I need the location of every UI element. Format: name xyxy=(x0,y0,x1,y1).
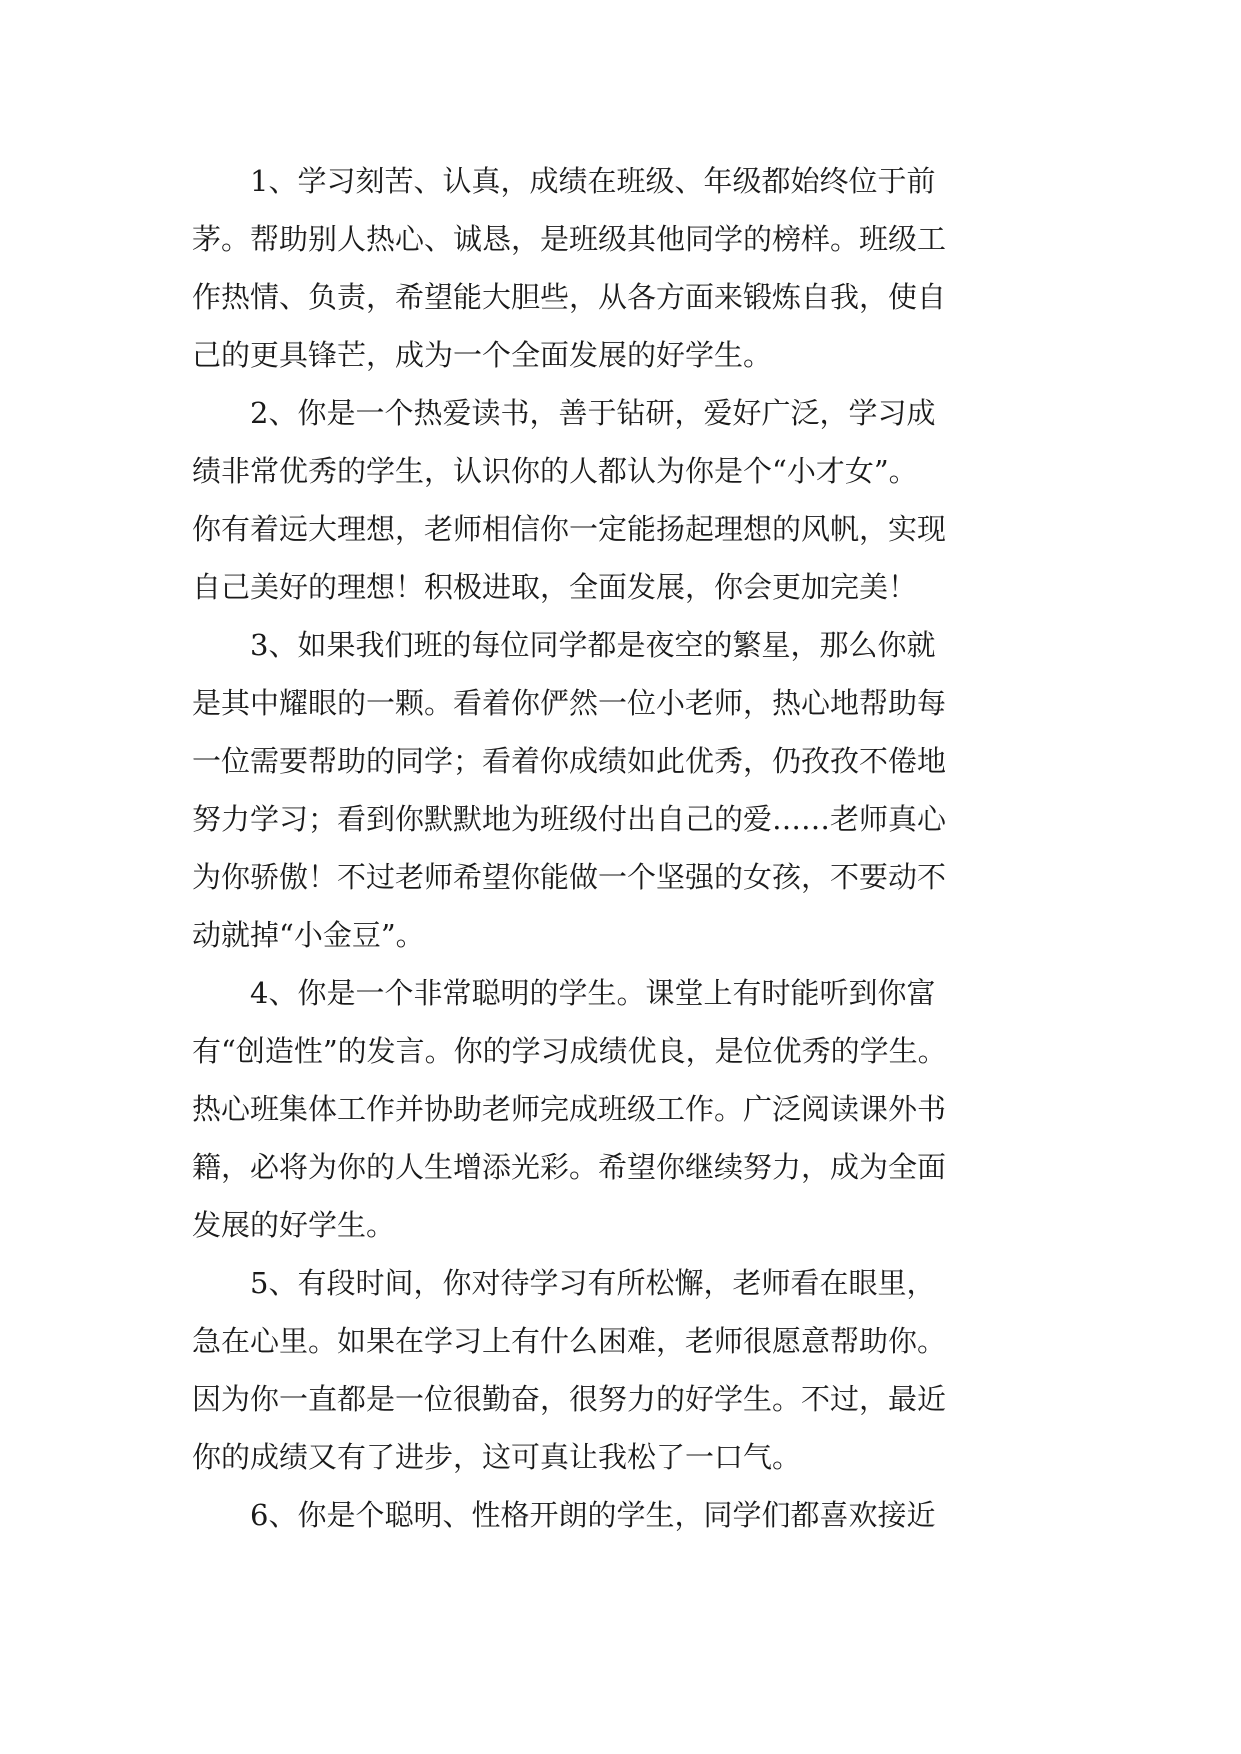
paragraph-line: 为你骄傲！不过老师希望你能做一个坚强的女孩，不要动不 xyxy=(192,860,947,894)
paragraph-line: 发展的好学生。 xyxy=(192,1208,396,1242)
paragraph-line: 3、如果我们班的每位同学都是夜空的繁星，那么你就 xyxy=(250,628,936,662)
paragraph-line: 是其中耀眼的一颗。看着你俨然一位小老师，热心地帮助每 xyxy=(192,686,947,720)
paragraph-line: 4、你是一个非常聪明的学生。课堂上有时能听到你富 xyxy=(250,976,936,1010)
paragraph-line: 一位需要帮助的同学；看着你成绩如此优秀，仍孜孜不倦地 xyxy=(192,744,947,778)
paragraph-line: 有“创造性”的发言。你的学习成绩优良，是位优秀的学生。 xyxy=(192,1034,947,1068)
paragraph-line: 2、你是一个热爱读书，善于钻研，爱好广泛，学习成 xyxy=(250,396,936,430)
paragraph-line: 己的更具锋芒，成为一个全面发展的好学生。 xyxy=(192,338,773,372)
paragraph-line: 动就掉“小金豆”。 xyxy=(192,918,425,952)
paragraph-line: 茅。帮助别人热心、诚恳，是班级其他同学的榜样。班级工 xyxy=(192,222,947,256)
paragraph-line: 你的成绩又有了进步，这可真让我松了一口气。 xyxy=(192,1440,802,1474)
paragraph-line: 1、学习刻苦、认真，成绩在班级、年级都始终位于前 xyxy=(250,164,936,198)
paragraph-6 xyxy=(192,1486,1050,1544)
paragraph-line: 绩非常优秀的学生，认识你的人都认为你是个“小才女”。 xyxy=(192,454,918,488)
paragraph-line: 努力学习；看到你默默地为班级付出自己的爱……老师真心 xyxy=(192,802,947,836)
paragraph-line: 你有着远大理想，老师相信你一定能扬起理想的风帆，实现 xyxy=(192,512,947,546)
paragraph-1 xyxy=(192,152,1050,384)
document-body xyxy=(192,152,1050,1544)
paragraph-line: 急在心里。如果在学习上有什么困难，老师很愿意帮助你。 xyxy=(192,1324,947,1358)
paragraph-line: 作热情、负责，希望能大胆些，从各方面来锻炼自我，使自 xyxy=(192,280,947,314)
paragraph-2 xyxy=(192,384,1050,616)
paragraph-line: 5、有段时间，你对待学习有所松懈，老师看在眼里， xyxy=(250,1266,936,1300)
paragraph-4 xyxy=(192,964,1050,1254)
paragraph-5 xyxy=(192,1254,1050,1486)
paragraph-line: 自己美好的理想！积极进取，全面发展，你会更加完美！ xyxy=(192,570,918,604)
paragraph-3 xyxy=(192,616,1050,964)
paragraph-line: 热心班集体工作并协助老师完成班级工作。广泛阅读课外书 xyxy=(192,1092,947,1126)
paragraph-line: 6、你是个聪明、性格开朗的学生，同学们都喜欢接近 xyxy=(250,1498,936,1532)
paragraph-line: 籍，必将为你的人生增添光彩。希望你继续努力，成为全面 xyxy=(192,1150,947,1184)
paragraph-line: 因为你一直都是一位很勤奋，很努力的好学生。不过，最近 xyxy=(192,1382,947,1416)
